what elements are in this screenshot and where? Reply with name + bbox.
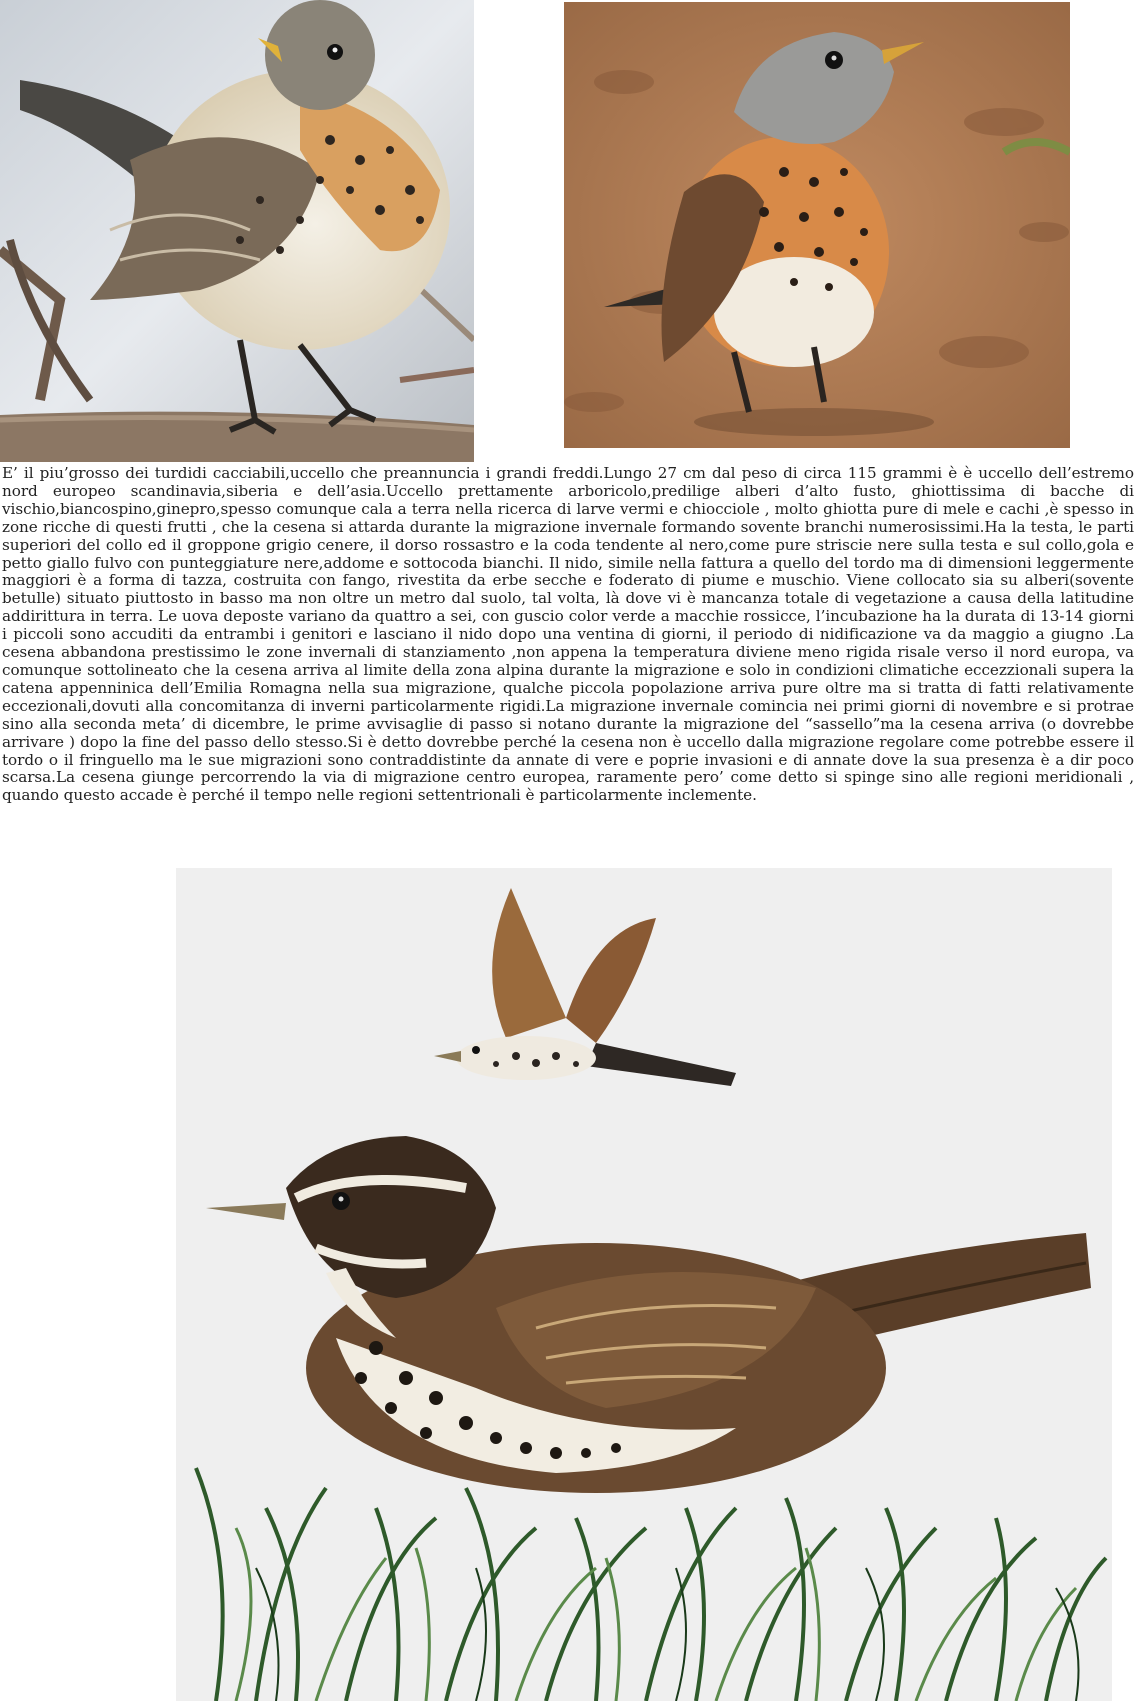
fieldfare-on-branch-photo xyxy=(0,0,474,462)
fieldfare-on-ground-icon xyxy=(564,2,1070,448)
fieldfare-on-branch-icon xyxy=(0,0,474,462)
fieldfare-on-ground-photo xyxy=(564,2,1070,448)
fieldfare-illustration-icon xyxy=(176,868,1112,1701)
article-body-text: E’ il piu’grosso dei turdidi cacciabili,uccello che preannuncia i grandi freddi.Lungo 27 cm dal peso di circa 115 grammi è è uccello dell’estremo nord europeo scandinavia,siberia e dell’asia.Uccello prettamente arboricolo,predilige alberi d’alto fusto, ghiottissima di bacche di vischio,biancospino,ginepro,spesso comunque cala a terra nella ricerca di larve vermi e chiocciole , molto ghiotta pure di mele e cachi ,è spesso in zone ricche di questi frutti , che la cesena si attarda durante la migrazione invernale formando sovente branchi numerosissimi.Ha la testa, le parti superiori del collo ed il groppone grigio cenere, il dorso rossastro e la coda tendente al nero,come pure striscie nere sulla testa e sul collo,gola e petto giallo fulvo con punteggiature nere,addome e sottocoda bianchi. Il nido, simile nella fattura a quello del tordo ma di dimensioni leggermente maggiori è a forma di tazza, costruita con fango, rivestita da erbe secche e foderato di piume e muschio. Viene collocato sia su alberi(sovente betulle) situato piuttosto in basso ma non oltre un metro dal suolo, tal volta, là dove vi è mancanza totale di vegetazione a causa della latitudine addirittura in terra. Le uova deposte variano da quattro a sei, con guscio color verde a macchie rossicce, l’incubazione ha la durata di 13-14 giorni i piccoli sono accuditi da entrambi i genitori e lasciano il nido dopo una ventina di giorni, il periodo di nidificazione va da maggio a giugno .La cesena abbandona prestissimo le zone invernali di stanziamento ,non appena la temperatura diviene meno rigida risale verso il nord europa, va comunque sottolineato che la cesena arriva al limite della zona alpina durante la migrazione e solo in condizioni climatiche eccezzionali supera la catena appenninica dell’Emilia Romagna nella sua migrazione, qualche piccola popolazione arriva pure oltre ma si tratta di fatti relativamente eccezionali,dovuti alla concomitanza di inverni particolarmente rigidi.La migrazione invernale comincia nei primi giorni di novembre e si protrae sino alla seconda meta’ di dicembre, le prime avvisaglie di passo si notano durante la migrazione del “sassello”ma la cesena arriva (o dovrebbe arrivare ) dopo la fine del passo dello stesso.Si è detto dovrebbe perché la cesena non è uccello dalla migrazione regolare come potrebbe essere il tordo o il fringuello ma le sue migrazioni sono contraddistinte da annate di vere e poprie invasioni e di annate dove la sua presenza è a dir poco scarsa.La cesena giunge percorrendo la via di migrazione centro europea, raramente pero’ come detto si spinge sino alle regioni meridionali , quando questo accade è perché il tempo nelle regioni settentrionali è particolarmente inclemente. xyxy=(2,464,1134,805)
fieldfare-illustration xyxy=(176,868,1112,1701)
